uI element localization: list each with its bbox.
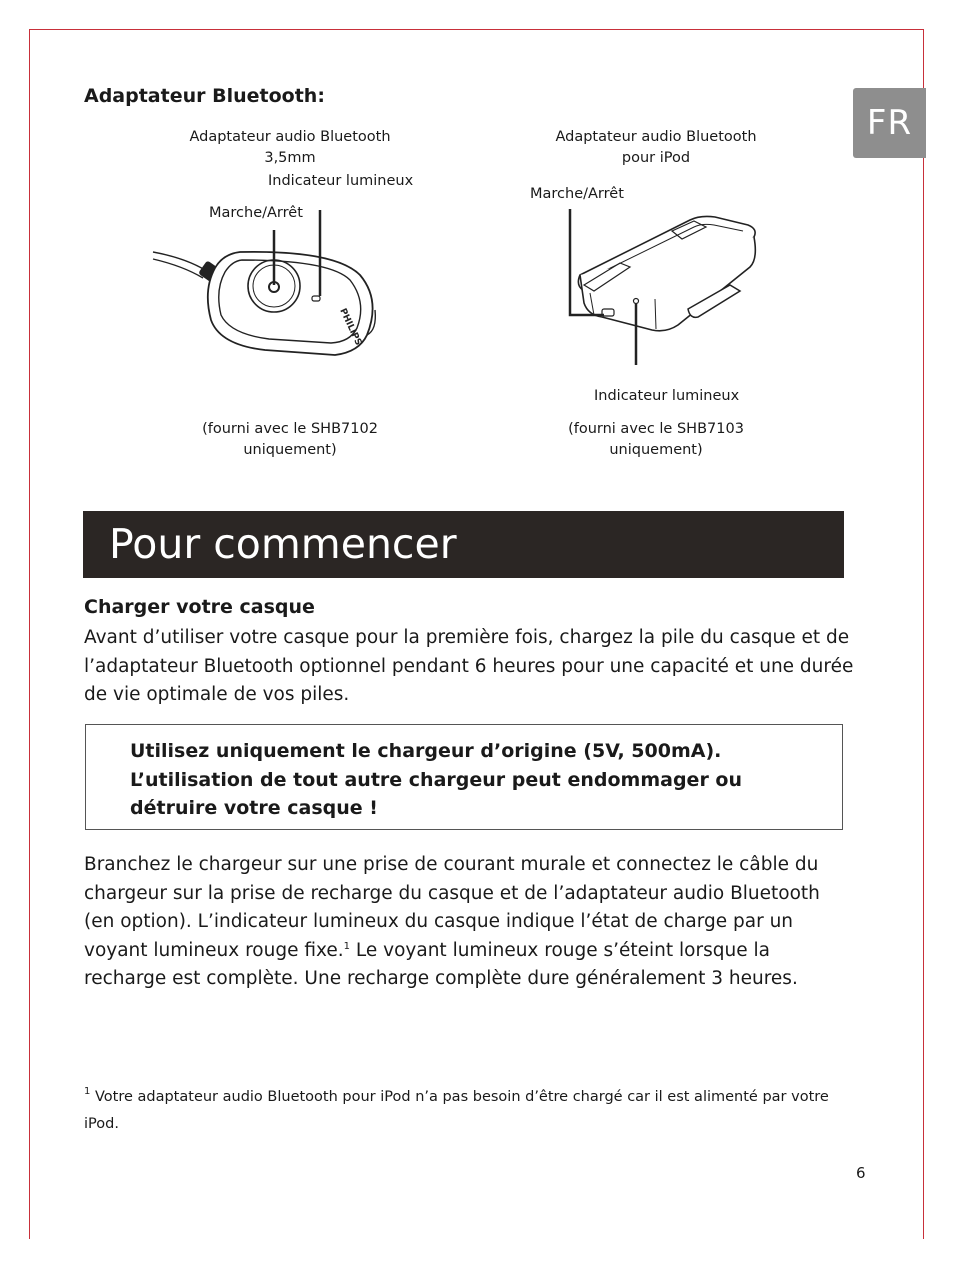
footnote-text: Votre adaptateur audio Bluetooth pour iPod n’a pas besoin d’être chargé car il est alimenté par votre iPod. [84, 1089, 829, 1132]
page-number: 6 [856, 1164, 866, 1182]
left-device-title-line1: Adaptateur audio Bluetooth [189, 129, 391, 145]
language-tab[interactable]: FR [853, 88, 926, 158]
left-power-label: Marche/Arrêt [209, 205, 303, 221]
right-device-title [546, 127, 766, 169]
warning-box [85, 724, 843, 830]
footnote-marker: 1 [84, 1086, 91, 1097]
warning-line-3: détruire votre casque ! [130, 797, 378, 819]
right-ipod-adapter-illustration [560, 205, 770, 365]
charge-body-part2: Le voyant lumineux rouge s’éteint lorsque la recharge est complète. Une recharge complète dure généralement 3 heures. [84, 939, 798, 989]
right-caption-line2: uniquement) [609, 442, 703, 458]
footnote-reference[interactable]: 1 [343, 940, 351, 952]
section-heading: Adaptateur Bluetooth: [84, 85, 325, 107]
charge-heading: Charger votre casque [84, 596, 315, 618]
charge-intro-paragraph: Avant d’utiliser votre casque pour la première fois, chargez la pile du casque et de l’adaptateur Bluetooth optionnel pendant 6 heures pour une capacité et une durée de vie optimale de vos piles. [84, 627, 854, 705]
warning-line-1: Utilisez uniquement le chargeur d’origine (5V, 500mA). [130, 740, 722, 762]
left-device-title [180, 127, 400, 169]
left-adapter-brand-text: PHILIPS [337, 307, 364, 348]
charge-body-part1: Branchez le chargeur sur une prise de courant murale et connectez le câble du chargeur sur la prise de recharge du casque et de l’adaptateur audio Bluetooth (en option). L’indicateur lumineux du casque indique l’état de charge par un voyant lumineux rouge fixe. [84, 854, 820, 961]
left-device-caption [180, 419, 400, 461]
left-caption-line1: (fourni avec le SHB7102 [202, 421, 378, 437]
right-device-caption [546, 419, 766, 461]
footnote [84, 1084, 844, 1138]
right-power-label: Marche/Arrêt [530, 186, 624, 202]
chapter-banner: Pour commencer [83, 511, 844, 578]
left-adapter-illustration [145, 210, 385, 370]
right-device-title-line1: Adaptateur audio Bluetooth [555, 129, 757, 145]
left-device-title-line2: 3,5mm [264, 150, 316, 166]
left-caption-line2: uniquement) [243, 442, 337, 458]
right-device-title-line2: pour iPod [621, 150, 691, 166]
charge-body-paragraph [84, 851, 854, 994]
right-indicator-label: Indicateur lumineux [594, 388, 740, 404]
left-indicator-label: Indicateur lumineux [268, 173, 414, 189]
warning-line-2: L’utilisation de tout autre chargeur peut endommager ou [130, 768, 743, 791]
right-caption-line1: (fourni avec le SHB7103 [568, 421, 744, 437]
